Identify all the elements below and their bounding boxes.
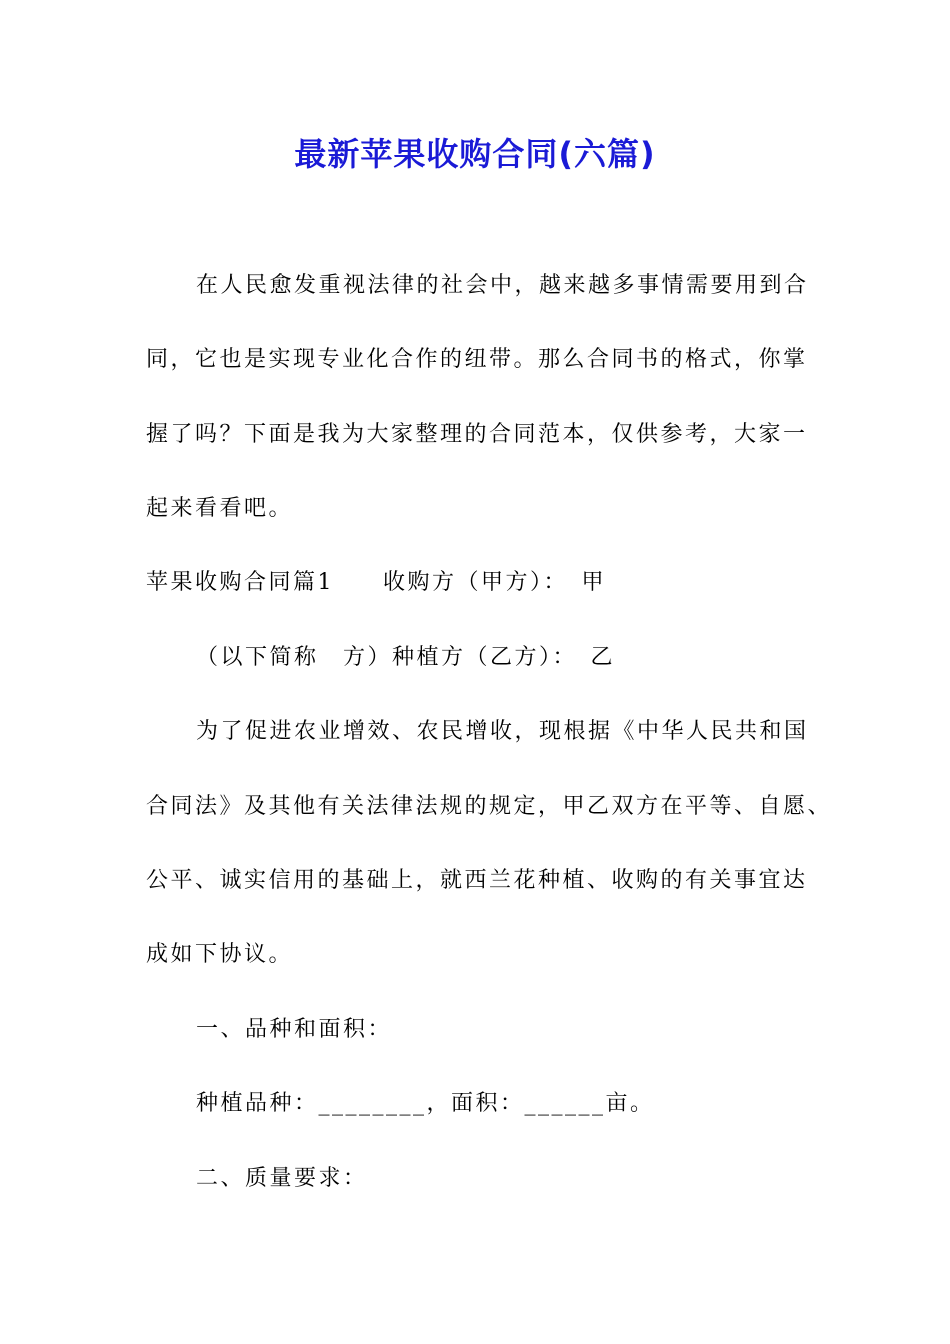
paragraph-line: 合同法》及其他有关法律法规的规定，甲乙双方在平等、自愿、 (146, 794, 833, 819)
paragraph-line: 成如下协议。 (146, 942, 294, 967)
paragraph-line: 同，它也是实现专业化合作的纽带。那么合同书的格式，你掌 (146, 347, 808, 372)
document-title: 最新苹果收购合同(六篇) (294, 135, 656, 173)
paragraph-line: 握了吗？下面是我为大家整理的合同范本，仅供参考，大家一 (146, 422, 808, 447)
clause-heading: 二、质量要求： (196, 1166, 368, 1191)
paragraph-line: 起来看看吧。 (146, 496, 294, 521)
paragraph-line: （以下简称 方）种植方（乙方）： 乙 (196, 645, 616, 670)
paragraph-line: 为了促进农业增效、农民增收，现根据《中华人民共和国 (196, 719, 809, 744)
paragraph-line: 公平、诚实信用的基础上，就西兰花种植、收购的有关事宜达 (146, 868, 808, 893)
section-heading-line: 苹果收购合同篇1 收购方（甲方）： 甲 (146, 570, 606, 595)
paragraph-line: 在人民愈发重视法律的社会中，越来越多事情需要用到合 (196, 273, 809, 298)
clause-text: 种植品种：________，面积：______亩。 (196, 1091, 655, 1116)
clause-heading: 一、品种和面积： (196, 1017, 393, 1042)
